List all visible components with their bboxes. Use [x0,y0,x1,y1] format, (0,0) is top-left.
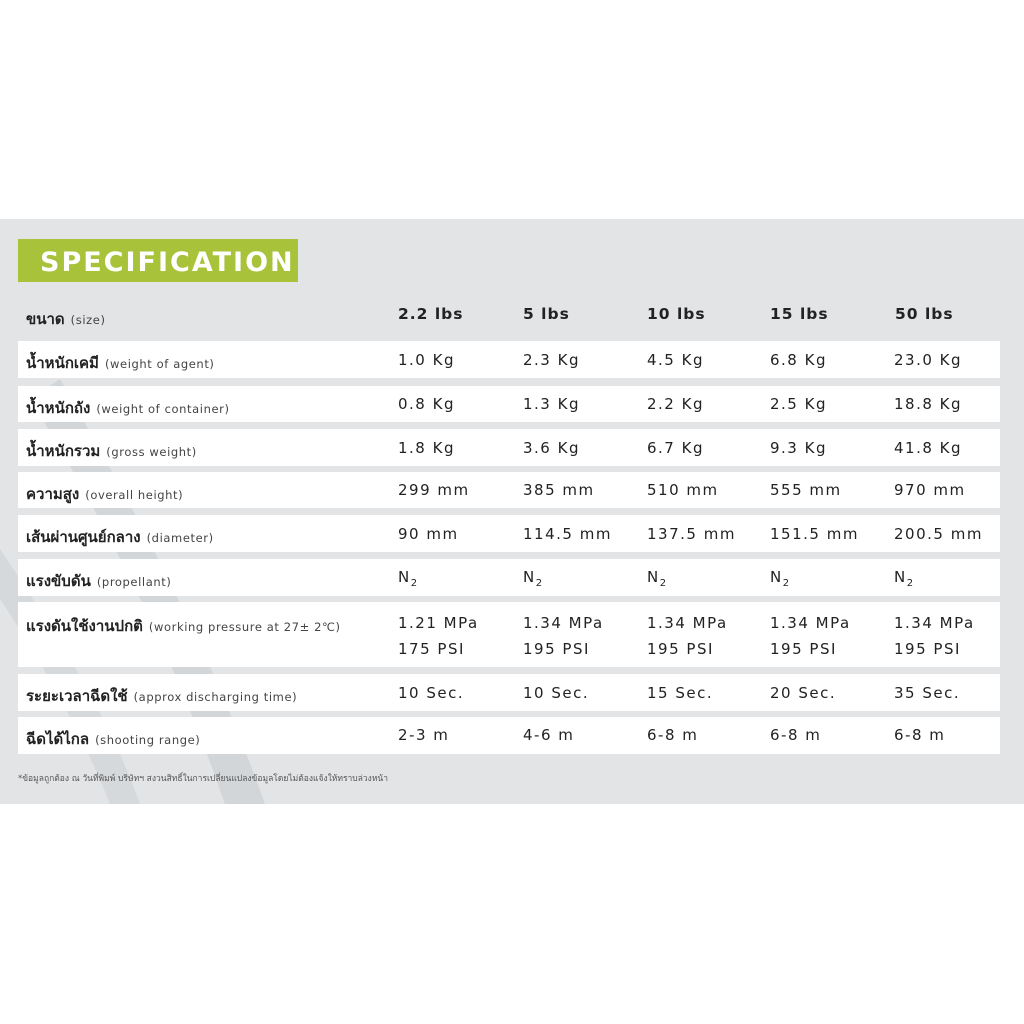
row-label-th: แรงดันใช้งานปกติ [26,617,143,635]
table-cell: 4-6 m [523,726,575,744]
pressure-mpa: 1.34 MPa [523,614,604,632]
propellant-subscript: 2 [782,578,791,589]
size-50lbs: 50 lbs [895,305,954,323]
table-cell: 2.2 Kg [647,395,704,413]
pressure-psi: 195 PSI [770,640,837,658]
propellant-symbol: N [894,568,907,586]
table-cell: 0.8 Kg [398,395,455,413]
pressure-psi: 195 PSI [647,640,714,658]
table-cell: 90 mm [398,525,459,543]
size-5lbs: 5 lbs [523,305,570,323]
table-cell: 2.5 Kg [770,395,827,413]
table-cell: 1.8 Kg [398,439,455,457]
table-cell: 6.7 Kg [647,439,704,457]
table-row [18,386,1000,422]
table-cell: 6-8 m [647,726,699,744]
table-cell: 1.3 Kg [523,395,580,413]
row-label [26,482,183,506]
table-cell: 3.6 Kg [523,439,580,457]
table-row [18,717,1000,754]
propellant-symbol: N [523,568,536,586]
propellant-symbol: N [398,568,411,586]
table-row [18,341,1000,378]
pressure-psi: 175 PSI [398,640,465,658]
row-label-en: (overall height) [85,488,184,502]
row-label-en: (approx discharging time) [133,690,298,704]
size-10lbs: 10 lbs [647,305,706,323]
table-cell: 35 Sec. [894,684,961,702]
propellant-subscript: 2 [410,578,419,589]
row-label-en: (weight of container) [96,402,230,416]
row-label [26,439,197,463]
footnote: *ข้อมูลถูกต้อง ณ วันที่พิมพ์ บริษัทฯ สงวนสิทธิ์ในการเปลี่ยนแปลงข้อมูลโดยไม่ต้องแจ้งให้ทราบล่วงหน้า [18,774,389,784]
table-cell: 970 mm [894,481,966,499]
table-cell: 137.5 mm [647,525,736,543]
row-label-en: (shooting range) [95,733,201,747]
table-cell: 18.8 Kg [894,395,963,413]
pressure-mpa: 1.34 MPa [894,614,975,632]
table-cell: 200.5 mm [894,525,983,543]
table-cell: 9.3 Kg [770,439,827,457]
table-cell: 10 Sec. [523,684,590,702]
propellant-subscript: 2 [906,578,915,589]
size-15lbs: 15 lbs [770,305,829,323]
size-label [26,307,106,331]
propellant-symbol: N [647,568,660,586]
table-cell: 151.5 mm [770,525,859,543]
row-label-en: (weight of agent) [104,357,215,371]
table-cell: 2.3 Kg [523,351,580,369]
pressure-psi: 195 PSI [894,640,961,658]
row-label-en: (gross weight) [106,445,197,459]
table-cell [770,614,851,658]
row-label-en: (working pressure at 27± 2℃) [148,620,341,634]
table-cell [398,614,479,658]
table-row [18,429,1000,466]
size-label-th: ขนาด [26,310,65,328]
table-cell: 555 mm [770,481,842,499]
spec-panel [0,219,1024,804]
row-label-th: เส้นผ่านศูนย์กลาง [26,528,141,546]
table-cell: 6-8 m [894,726,946,744]
table-row [18,674,1000,711]
row-label [26,569,171,593]
row-label-th: ความสูง [26,485,80,503]
table-cell [894,568,915,589]
row-label-th: ระยะเวลาฉีดใช้ [26,687,128,705]
table-cell [770,568,791,589]
table-cell: 114.5 mm [523,525,612,543]
row-label-en: (diameter) [146,531,214,545]
table-cell [894,614,975,658]
table-cell: 10 Sec. [398,684,465,702]
table-row [18,602,1000,667]
page-title: SPECIFICATION [40,247,295,278]
row-label [26,684,297,708]
pressure-mpa: 1.21 MPa [398,614,479,632]
table-row [18,559,1000,596]
propellant-subscript: 2 [659,578,668,589]
pressure-psi: 195 PSI [523,640,590,658]
table-cell [523,568,544,589]
row-label [26,525,214,549]
table-row [18,472,1000,508]
row-label-th: น้ำหนักเคมี [26,354,99,372]
size-header-row [0,299,1024,333]
row-label-en: (propellant) [96,575,172,589]
row-label [26,614,341,638]
table-cell: 2-3 m [398,726,450,744]
table-cell: 15 Sec. [647,684,714,702]
table-cell: 385 mm [523,481,595,499]
table-cell: 20 Sec. [770,684,837,702]
table-cell: 23.0 Kg [894,351,963,369]
table-cell [398,568,419,589]
row-label-th: แรงขับดัน [26,572,91,590]
row-label-th: น้ำหนักถัง [26,399,91,417]
table-row [18,515,1000,552]
table-cell: 510 mm [647,481,719,499]
table-cell: 6.8 Kg [770,351,827,369]
table-cell: 1.0 Kg [398,351,455,369]
row-label [26,351,215,375]
table-cell: 299 mm [398,481,470,499]
size-2-2lbs: 2.2 lbs [398,305,464,323]
table-cell: 6-8 m [770,726,822,744]
table-cell: 4.5 Kg [647,351,704,369]
row-label [26,727,200,751]
table-cell [647,614,728,658]
size-label-en: (size) [70,313,106,327]
propellant-subscript: 2 [535,578,544,589]
table-cell [523,614,604,658]
row-label-th: ฉีดได้ไกล [26,730,90,748]
pressure-mpa: 1.34 MPa [647,614,728,632]
table-cell [647,568,668,589]
table-cell: 41.8 Kg [894,439,963,457]
row-label [26,396,230,420]
pressure-mpa: 1.34 MPa [770,614,851,632]
row-label-th: น้ำหนักรวม [26,442,101,460]
propellant-symbol: N [770,568,783,586]
